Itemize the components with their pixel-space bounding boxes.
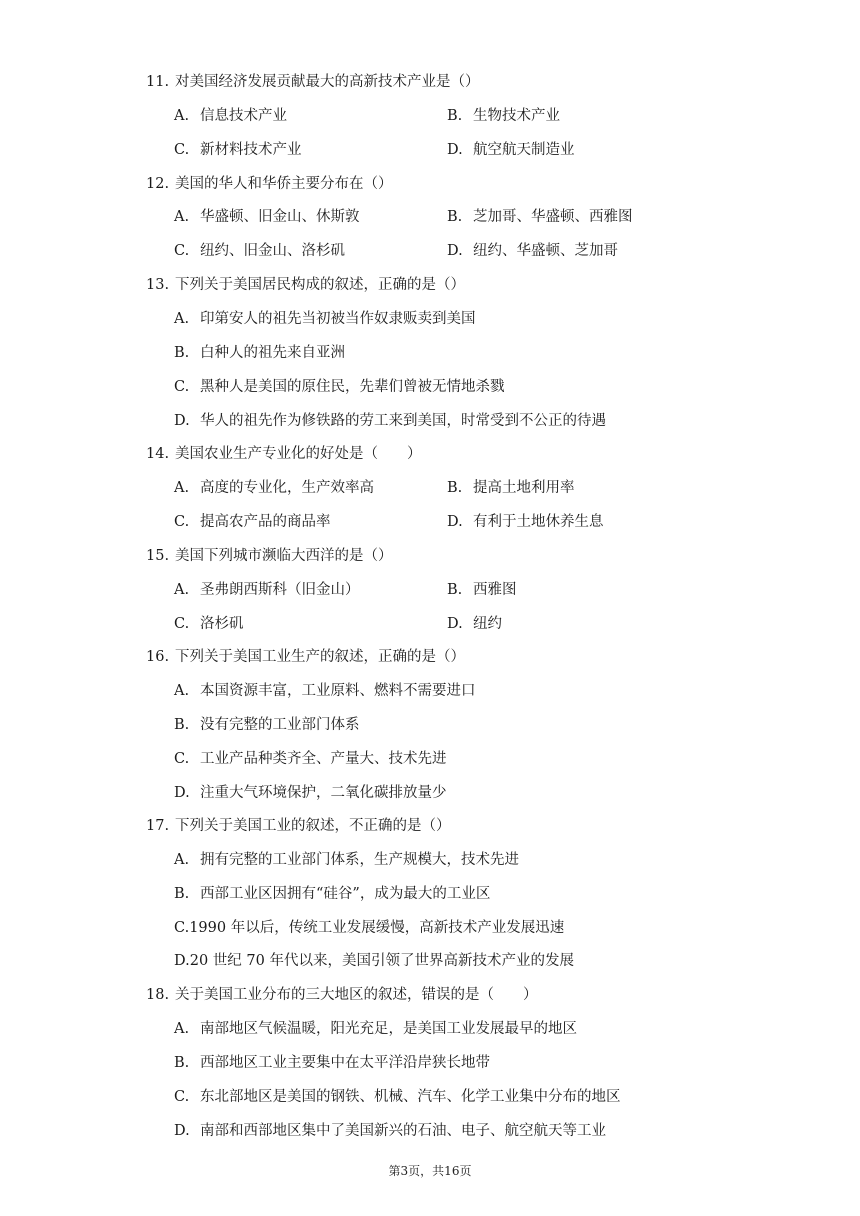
option-text: 圣弗朗西斯科（旧金山） [200, 582, 360, 598]
question-15 [146, 546, 393, 566]
question-number: 16. [146, 649, 170, 665]
question-number: 13. [146, 277, 170, 293]
option-12-b [447, 207, 633, 227]
question-number: 12. [146, 176, 170, 192]
question-text: 美国农业生产专业化的好处是（ ） [175, 446, 422, 462]
option-text: 纽约、华盛顿、芝加哥 [473, 243, 618, 259]
option-text: 南部和西部地区集中了美国新兴的石油、电子、航空航天等工业 [200, 1123, 606, 1139]
option-letter: A. [174, 1021, 190, 1037]
question-number: 11. [146, 74, 170, 90]
question-text: 对美国经济发展贡献最大的高新技术产业是（） [175, 74, 480, 90]
option-letter: C. [174, 1089, 190, 1105]
option-text: 工业产品种类齐全、产量大、技术先进 [200, 751, 447, 767]
option-12-a [174, 207, 360, 227]
option-text: 提高土地利用率 [473, 480, 575, 496]
option-18-d [174, 1121, 606, 1141]
option-17-c [174, 918, 564, 938]
option-letter: C. [174, 379, 190, 395]
option-letter: A. [174, 108, 190, 124]
option-text: 芝加哥、华盛顿、西雅图 [473, 209, 633, 225]
option-letter: C. [174, 751, 190, 767]
option-letter: C. [174, 616, 190, 632]
option-text: 洛杉矶 [200, 616, 244, 632]
question-text: 下列关于美国工业生产的叙述，正确的是（） [175, 649, 465, 665]
question-text: 关于美国工业分布的三大地区的叙述，错误的是（ ） [175, 987, 538, 1003]
option-18-a [174, 1019, 577, 1039]
option-text: 本国资源丰富，工业原料、燃料不需要进口 [200, 683, 476, 699]
question-number: 15. [146, 548, 170, 564]
question-18 [146, 985, 538, 1005]
option-15-a [174, 580, 360, 600]
question-17 [146, 816, 451, 836]
question-16 [146, 647, 465, 667]
option-11-d [447, 140, 575, 160]
option-letter: C. [174, 920, 190, 936]
question-number: 18. [146, 987, 170, 1003]
option-text: 生物技术产业 [473, 108, 560, 124]
option-text: 新材料技术产业 [200, 142, 302, 158]
question-number: 14. [146, 446, 170, 462]
option-letter: C. [174, 142, 190, 158]
option-15-d [447, 614, 502, 634]
option-text: 华盛顿、旧金山、休斯敦 [200, 209, 360, 225]
option-letter: D. [174, 413, 190, 429]
option-text: 东北部地区是美国的钢铁、机械、汽车、化学工业集中分布的地区 [200, 1089, 621, 1105]
option-letter: D. [447, 514, 463, 530]
question-number: 17. [146, 818, 170, 834]
option-17-b [174, 884, 490, 904]
option-text: 高度的专业化，生产效率高 [200, 480, 374, 496]
option-15-b [447, 580, 517, 600]
option-letter: A. [174, 311, 190, 327]
question-text: 下列关于美国居民构成的叙述，正确的是（） [175, 277, 465, 293]
option-16-a [174, 681, 476, 701]
option-text: 注重大气环境保护，二氧化碳排放量少 [200, 785, 447, 801]
option-letter: D. [174, 953, 190, 969]
question-14 [146, 444, 422, 464]
question-text: 美国的华人和华侨主要分布在（） [175, 176, 393, 192]
option-letter: A. [174, 683, 190, 699]
option-letter: B. [447, 108, 463, 124]
option-11-a [174, 106, 287, 126]
option-letter: B. [174, 886, 190, 902]
option-letter: D. [447, 243, 463, 259]
option-text: 纽约 [473, 616, 502, 632]
option-12-c [174, 241, 345, 261]
option-14-b [447, 478, 575, 498]
option-text: 西部地区工业主要集中在太平洋沿岸狭长地带 [200, 1055, 490, 1071]
option-text: 华人的祖先作为修铁路的劳工来到美国，时常受到不公正的待遇 [200, 413, 606, 429]
option-text: 提高农产品的商品率 [200, 514, 331, 530]
option-letter: A. [174, 480, 190, 496]
question-text: 下列关于美国工业的叙述，不正确的是（） [175, 818, 451, 834]
option-14-a [174, 478, 374, 498]
option-letter: A. [174, 582, 190, 598]
option-11-c [174, 140, 302, 160]
option-18-b [174, 1053, 490, 1073]
option-text: 黑种人是美国的原住民，先辈们曾被无情地杀戮 [200, 379, 505, 395]
option-13-b [174, 343, 345, 363]
option-13-c [174, 377, 505, 397]
option-text: 西部工业区因拥有“硅谷”，成为最大的工业区 [200, 886, 491, 902]
option-text: 西雅图 [473, 582, 517, 598]
option-text: 南部地区气候温暖，阳光充足，是美国工业发展最早的地区 [200, 1021, 577, 1037]
option-13-a [174, 309, 476, 329]
option-letter: D. [174, 1123, 190, 1139]
option-text: 1990 年以后，传统工业发展缓慢，高新技术产业发展迅速 [189, 920, 565, 936]
option-letter: B. [447, 209, 463, 225]
question-text: 美国下列城市濒临大西洋的是（） [175, 548, 393, 564]
option-14-d [447, 512, 604, 532]
option-text: 20 世纪 70 年代以来，美国引领了世界高新技术产业的发展 [189, 953, 574, 969]
option-text: 航空航天制造业 [473, 142, 575, 158]
option-15-c [174, 614, 244, 634]
option-text: 拥有完整的工业部门体系，生产规模大，技术先进 [200, 852, 519, 868]
option-16-b [174, 715, 360, 735]
option-16-d [174, 783, 447, 803]
option-letter: D. [174, 785, 190, 801]
option-letter: D. [447, 142, 463, 158]
option-13-d [174, 411, 606, 431]
option-16-c [174, 749, 447, 769]
page-footer: 第3页，共16页 [388, 1164, 472, 1178]
option-17-d [174, 951, 574, 971]
option-letter: C. [174, 243, 190, 259]
question-11 [146, 72, 480, 92]
option-text: 信息技术产业 [200, 108, 287, 124]
option-12-d [447, 241, 618, 261]
option-11-b [447, 106, 560, 126]
option-text: 白种人的祖先来自亚洲 [200, 345, 345, 361]
option-letter: A. [174, 852, 190, 868]
option-letter: C. [174, 514, 190, 530]
option-17-a [174, 850, 519, 870]
option-letter: B. [174, 345, 190, 361]
option-letter: B. [174, 717, 190, 733]
option-letter: B. [447, 582, 463, 598]
option-14-c [174, 512, 331, 532]
question-13 [146, 275, 465, 295]
option-letter: B. [447, 480, 463, 496]
option-text: 纽约、旧金山、洛杉矶 [200, 243, 345, 259]
option-letter: A. [174, 209, 190, 225]
option-text: 印第安人的祖先当初被当作奴隶贩卖到美国 [200, 311, 476, 327]
option-18-c [174, 1087, 621, 1107]
option-letter: B. [174, 1055, 190, 1071]
question-12 [146, 174, 393, 194]
option-text: 没有完整的工业部门体系 [200, 717, 360, 733]
option-text: 有利于土地休养生息 [473, 514, 604, 530]
option-letter: D. [447, 616, 463, 632]
